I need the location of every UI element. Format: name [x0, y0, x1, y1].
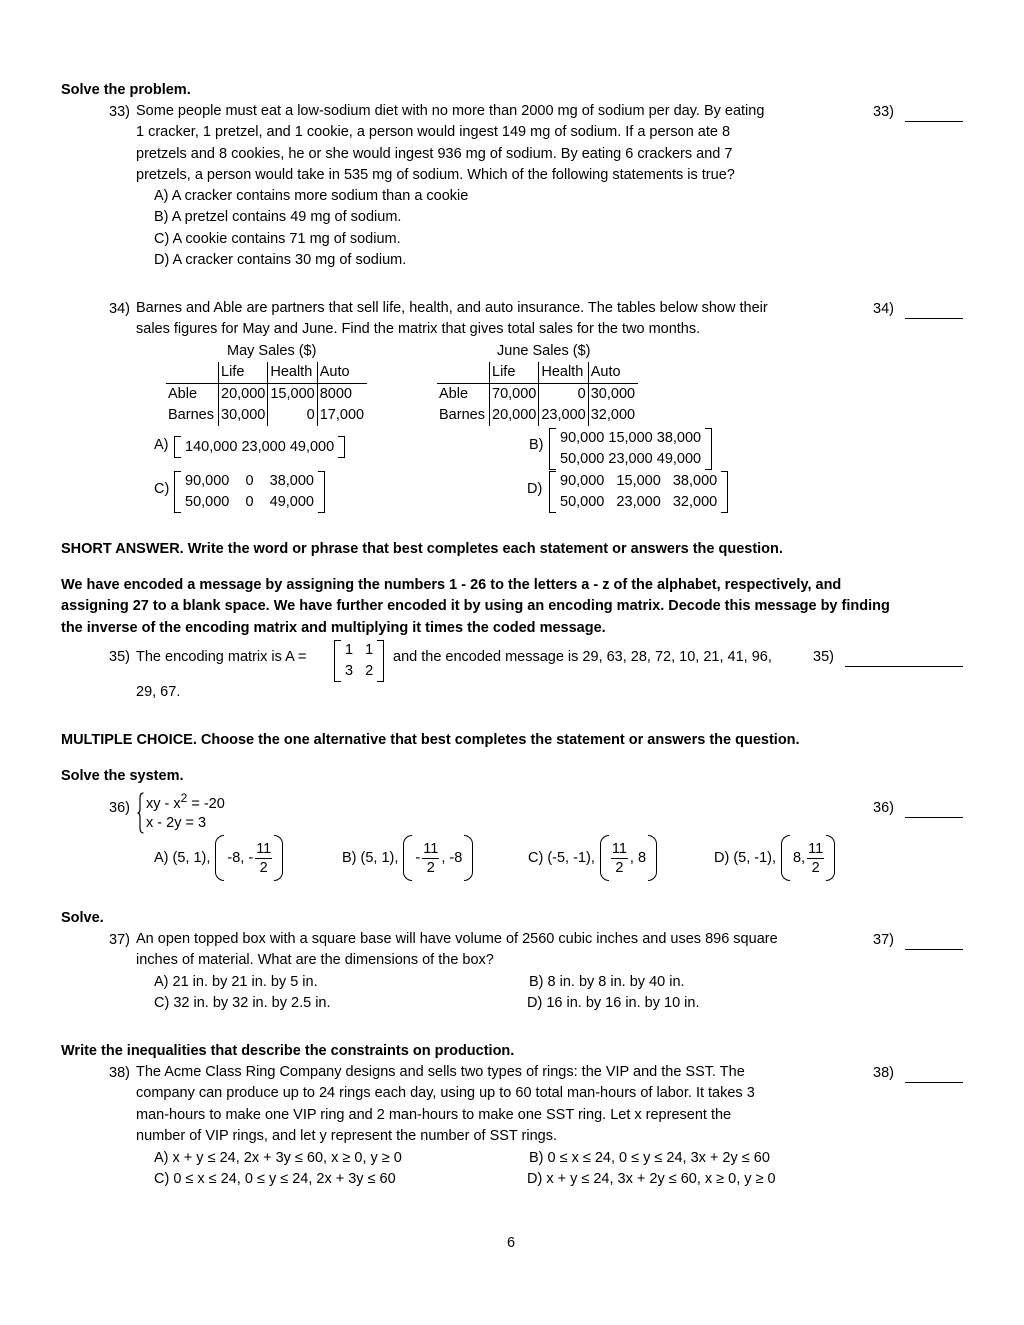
- q34-stem: Barnes and Able are partners that sell life, health, and auto insurance. The tables below show their sales figures for May and June. Find the matrix that gives total sales for the two months.: [136, 300, 768, 338]
- q33-answer-blank[interactable]: [905, 121, 963, 122]
- q34-choice-a-matrix[interactable]: 140,000 23,000 49,000: [174, 436, 345, 458]
- q38-choice-d[interactable]: D) x + y ≤ 24, 3x + 2y ≤ 60, x ≥ 0, y ≥ 0: [527, 1171, 776, 1187]
- q33-choice-d[interactable]: D) A cracker contains 30 mg of sodium.: [154, 251, 407, 268]
- q36-equation-1: xy - $x^2 = -20$: [146, 791, 225, 812]
- q34-choice-d-label[interactable]: D): [527, 481, 543, 497]
- q38-stem: The Acme Class Ring Company designs and sells two types of rings: the VIP and the SST. The company can produce up to 24 rings each day, using up to 60 total man-hours of labor. It takes 3 man-hours to make one VIP ring and 2 man-hours to make one SST ring. Let x represent the number of VIP rings, and let y represent the number of SST rings.: [136, 1064, 755, 1144]
- q34-answer-label: 34): [873, 301, 894, 317]
- q34-choice-b-matrix[interactable]: 90,000 15,000 38,000 50,000 23,000 49,000: [549, 428, 712, 470]
- q34-number: 34): [109, 301, 130, 317]
- q38-choice-b[interactable]: B) 0 ≤ x ≤ 24, 0 ≤ y ≤ 24, 3x + 2y ≤ 60: [529, 1150, 770, 1166]
- q37-answer-blank[interactable]: [905, 949, 963, 950]
- q36-number: 36): [109, 800, 130, 816]
- table-row: Able 20,000 15,000 8000: [166, 384, 367, 406]
- q36-choice-b[interactable]: B) (5, 1), - $\frac{11}{2}$ , -8: [342, 835, 473, 881]
- table-row: Life Health Auto: [437, 362, 638, 384]
- q34-choice-c-label[interactable]: C): [154, 481, 170, 497]
- page-number: 6: [507, 1235, 516, 1251]
- q36-answer-label: 36): [873, 800, 894, 816]
- table-row: Barnes 30,000 0 17,000: [166, 405, 367, 426]
- section-heading-inequalities: Write the inequalities that describe the constraints on production.: [61, 1043, 515, 1059]
- q38-choice-c[interactable]: C) 0 ≤ x ≤ 24, 0 ≤ y ≤ 24, 2x + 3y ≤ 60: [154, 1171, 396, 1187]
- q36-choice-a[interactable]: A) (5, 1), -8, - $\frac{11}{2}$: [154, 835, 283, 881]
- table-row: Barnes 20,000 23,000 32,000: [437, 405, 638, 426]
- q37-number: 37): [109, 932, 130, 948]
- q36-answer-blank[interactable]: [905, 817, 963, 818]
- section-heading-solve-system: Solve the system.: [61, 768, 184, 784]
- q34-choice-a-label[interactable]: A): [154, 437, 169, 453]
- short-answer-heading: SHORT ANSWER. Write the word or phrase that best completes each statement or answers the question.: [61, 541, 783, 557]
- q34-answer-blank[interactable]: [905, 318, 963, 319]
- q37-choice-d[interactable]: D) 16 in. by 16 in. by 10 in.: [527, 995, 700, 1011]
- q34-choice-b-label[interactable]: B): [529, 437, 544, 453]
- q33-choice-b[interactable]: B) A pretzel contains 49 mg of sodium.: [154, 209, 402, 226]
- multiple-choice-heading: MULTIPLE CHOICE. Choose the one alternative that best completes the statement or answers the question.: [61, 732, 800, 748]
- table-row: Able 70,000 0 30,000: [437, 384, 638, 406]
- june-sales-table: [437, 362, 638, 426]
- q37-answer-label: 37): [873, 932, 894, 948]
- may-table-title: May Sales ($): [227, 343, 317, 359]
- q37-choice-a[interactable]: A) 21 in. by 21 in. by 5 in.: [154, 974, 318, 990]
- q35-answer-label: 35): [813, 649, 834, 665]
- q38-number: 38): [109, 1065, 130, 1081]
- q33-answer-label: 33): [873, 104, 894, 120]
- section-heading-solve-problem: Solve the problem.: [61, 82, 191, 98]
- q35-encoding-matrix: 1 1 3 2: [334, 640, 384, 682]
- q33-choices: [154, 186, 468, 271]
- q38-choice-a[interactable]: A) x + y ≤ 24, 2x + 3y ≤ 60, x ≥ 0, y ≥ 0: [154, 1150, 402, 1166]
- q35-number: 35): [109, 649, 130, 665]
- encoding-instructions: We have encoded a message by assigning the numbers 1 - 26 to the letters a - z of the alphabet, respectively, and assigning 27 to a blank space. We have further encoded it by using an encoding matrix. Decode this message by finding the inverse of the encoding matrix and multiplying it times the coded message.: [61, 577, 890, 636]
- q35-answer-blank[interactable]: [845, 666, 963, 667]
- q37-choice-b[interactable]: B) 8 in. by 8 in. by 40 in.: [529, 974, 685, 990]
- left-brace-icon: [137, 792, 144, 834]
- q35-text-before: The encoding matrix is A =: [136, 649, 307, 665]
- q38-answer-blank[interactable]: [905, 1082, 963, 1083]
- q36-choice-c[interactable]: C) (-5, -1), $\frac{11}{2}$ , 8: [528, 835, 657, 881]
- june-table-title: June Sales ($): [497, 343, 591, 359]
- q34-choice-c-matrix[interactable]: 90,000 0 38,000 50,000 0 49,000: [174, 471, 325, 513]
- section-heading-solve: Solve.: [61, 910, 104, 926]
- table-row: Life Health Auto: [166, 362, 367, 384]
- q33-choice-c[interactable]: C) A cookie contains 71 mg of sodium.: [154, 230, 401, 247]
- q33-number: 33): [109, 104, 130, 120]
- q37-choice-c[interactable]: C) 32 in. by 32 in. by 2.5 in.: [154, 995, 331, 1011]
- q35-text-line2: 29, 67.: [136, 684, 181, 700]
- q33-stem: Some people must eat a low-sodium diet with no more than 2000 mg of sodium per day. By eating 1 cracker, 1 pretzel, and 1 cookie, a person would ingest 149 mg of sodium. If a person ate 8 pretzels and 8 cookies, he or she would ingest 936 mg of sodium. By eating 6 crackers and 7 pretzels, a person would take in 535 mg of sodium. Which of the following statements is true?: [136, 103, 765, 183]
- q34-choice-d-matrix[interactable]: 90,000 15,000 38,000 50,000 23,000 32,000: [549, 471, 728, 513]
- q33-choice-a[interactable]: A) A cracker contains more sodium than a cookie: [154, 188, 469, 204]
- may-sales-table: [166, 362, 367, 426]
- q36-choice-d[interactable]: D) (5, -1), 8, $\frac{11}{2}$: [714, 835, 835, 881]
- q37-stem: An open topped box with a square base will have volume of 2560 cubic inches and uses 896 square inches of material. What are the dimensions of the box?: [136, 931, 778, 969]
- q38-answer-label: 38): [873, 1065, 894, 1081]
- q35-text-after: and the encoded message is 29, 63, 28, 72, 10, 21, 41, 96,: [393, 649, 772, 665]
- q36-equation-2: x - 2y = 3: [146, 815, 207, 831]
